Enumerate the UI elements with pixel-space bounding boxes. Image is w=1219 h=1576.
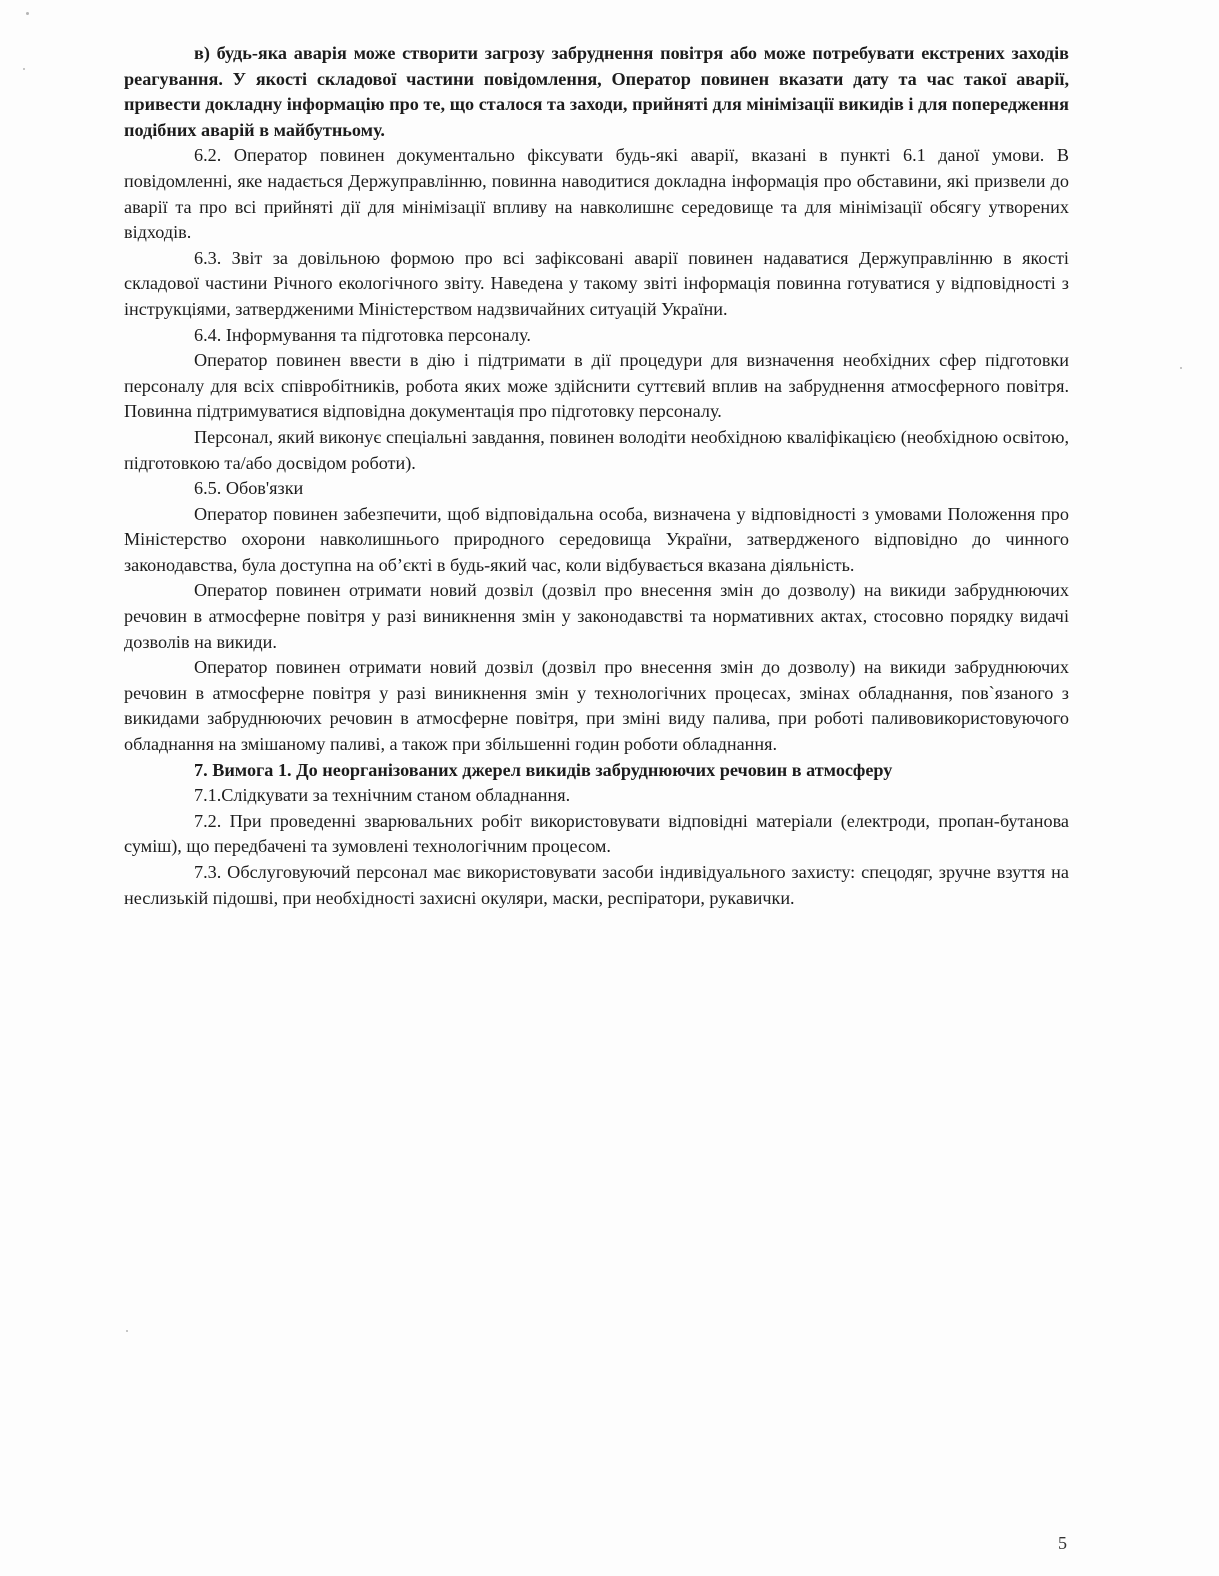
paragraph-7-1: 7.1.Слідкувати за технічним станом обладнання.	[194, 785, 571, 806]
section-7-heading: 7. Вимога 1. До неорганізованих джерел викидів забруднюючих речовин в атмосферу	[194, 759, 893, 780]
scan-speck	[1180, 367, 1182, 369]
paragraph-6-5-new-permit-process: Оператор повинен отримати новий дозвіл (дозвіл про внесення змін до дозволу) на викиди забруднюючих речовин в атмосферне повітря у разі виникнення змін у технологічних процесах, змінах обладнання, пов`язаного з викидами забруднюючих речовин в атмосферне повітря, при зміні виду палива, при роботі паливовикористовуючого обладнання на змішаному паливі, а також при збільшенні годин роботи обладнання.	[124, 657, 1069, 755]
paragraph-emergency-clause: в) будь-яка аварія може створити загрозу забруднення повітря або може потребувати екстрених заходів реагування. У якості складової частини повідомлення, Оператор повинен вказати дату та час такої аварії, привести докладну інформацію про те, що сталося та заходи, прийняті для мінімізації викидів і для попередження подібних аварій в майбутньому.	[124, 43, 1069, 140]
page-number: 5	[1058, 1533, 1067, 1553]
paragraph-6-2: 6.2. Оператор повинен документально фіксувати будь-які аварії, вказані в пункті 6.1 даної умови. В повідомленні, яке надається Держуправлінню, повинна наводитися докладна інформація про обставини, які призвели до аварії та про всі прийняті дії для мінімізації впливу на навколишнє середовище та для мінімізації обсягу утворених відходів.	[124, 145, 1069, 243]
paragraph-6-5-heading: 6.5. Обов'язки	[194, 478, 304, 499]
scan-speck	[26, 12, 29, 15]
paragraph-6-3: 6.3. Звіт за довільною формою про всі зафіксовані аварії повинен надаватися Держуправлінню в якості складової частини Річного екологічного звіту. Наведена у такому звіті інформація повинна готуватися у відповідності з інструкціями, затвердженими Міністерством надзвичайних ситуацій України.	[124, 247, 1069, 319]
paragraph-6-4-qualification: Персонал, який виконує спеціальні завдання, повинен володіти необхідною кваліфікацією (необхідною освітою, підготовкою та/або досвідом роботи).	[124, 426, 1069, 473]
paragraph-6-4-heading: 6.4. Інформування та підготовка персоналу.	[194, 324, 531, 345]
paragraph-7-2: 7.2. При проведенні зварювальних робіт використовувати відповідні матеріали (електроди, пропан-бутанова суміш), що передбачені та зумовлені технологічним процесом.	[124, 810, 1069, 857]
paragraph-6-5-new-permit-law: Оператор повинен отримати новий дозвіл (дозвіл про внесення змін до дозволу) на викиди забруднюючих речовин в атмосферне повітря у разі виникнення змін у законодавстві та нормативних актах, стосовно порядку видачі дозволів на викиди.	[124, 580, 1069, 652]
scan-speck	[126, 1330, 128, 1332]
paragraph-6-4-training: Оператор повинен ввести в дію і підтримати в дії процедури для визначення необхідних сфер підготовки персоналу для всіх співробітників, робота яких може здійснити суттєвий вплив на забруднення атмосферного повітря. Повинна підтримуватися відповідна документація про підготовку персоналу.	[124, 350, 1069, 422]
paragraph-6-5-responsible-person: Оператор повинен забезпечити, щоб відповідальна особа, визначена у відповідності з умовами Положення про Міністерство охорони навколишнього природного середовища України, затвердженого відповідно до чинного законодавства, була доступна на об’єкті в будь-який час, коли відбувається вказана діяльність.	[124, 503, 1069, 575]
document-body	[124, 41, 1069, 911]
paragraph-7-3: 7.3. Обслуговуючий персонал має використовувати засоби індивідуального захисту: спецодяг, зручне взуття на неслизькій підошві, при необхідності захисні окуляри, маски, респіратори, рукавички.	[124, 862, 1069, 908]
scan-speck	[23, 68, 25, 70]
